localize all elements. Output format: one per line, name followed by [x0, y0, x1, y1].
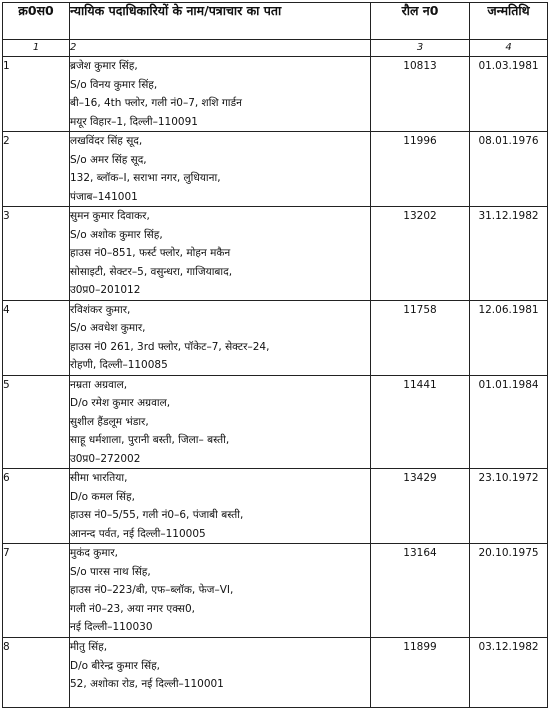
date-of-birth: 01.01.1984 — [470, 375, 548, 469]
roll-number: 11996 — [371, 132, 470, 207]
officer-name: नम्रता अग्रवाल, — [70, 378, 128, 391]
column-number: 4 — [470, 40, 548, 57]
address-line: मयूर विहार–1, दिल्ली–110091 — [70, 115, 198, 128]
roll-number: 13429 — [371, 469, 470, 544]
serial-number: 4 — [3, 300, 70, 375]
address-line: बी–16, 4th फ्लोर, गली नं0–7, शशि गार्डन — [70, 97, 242, 109]
address-line: S/o पारस नाथ सिंह, — [70, 565, 151, 578]
date-of-birth: 08.01.1976 — [470, 132, 548, 207]
address-line: हाउस नं0–223/बी, एफ–ब्लॉक, फेज–VI, — [70, 584, 234, 596]
address-line: D/o रमेश कुमार अग्रवाल, — [70, 397, 171, 409]
table-row — [3, 544, 548, 638]
header-dob: जन्मतिथि — [470, 3, 548, 40]
address-line: S/o अवधेश कुमार, — [70, 322, 146, 334]
address-line: D/o बीरेन्द्र कुमार सिंह, — [70, 659, 160, 672]
name-address-cell — [70, 638, 371, 708]
address-line: उ0प्र0–272002 — [70, 452, 141, 465]
roll-number: 13202 — [371, 207, 470, 301]
date-of-birth: 31.12.1982 — [470, 207, 548, 301]
roll-number: 13164 — [371, 544, 470, 638]
serial-number: 2 — [3, 132, 70, 207]
address-line: S/o विनय कुमार सिंह, — [70, 78, 158, 91]
date-of-birth: 01.03.1981 — [470, 57, 548, 132]
header-sno: क्र0स0 — [3, 3, 70, 40]
table-row — [3, 638, 548, 708]
column-number-row — [3, 40, 548, 57]
name-address-cell — [70, 132, 371, 207]
officer-name: सुमन कुमार दिवाकर, — [70, 210, 150, 222]
serial-number: 1 — [3, 57, 70, 132]
address-line: गली नं0–23, अया नगर एक्स0, — [70, 602, 196, 615]
serial-number: 6 — [3, 469, 70, 544]
date-of-birth: 12.06.1981 — [470, 300, 548, 375]
column-number: 2 — [70, 40, 371, 57]
address-line: हाउस नं0–851, फर्स्ट फ्लोर, मोहन मकैन — [70, 247, 231, 259]
table-row — [3, 375, 548, 469]
judicial-officers-table — [2, 2, 548, 708]
address-line: S/o अशोक कुमार सिंह, — [70, 228, 163, 241]
roll-number: 11758 — [371, 300, 470, 375]
date-of-birth: 03.12.1982 — [470, 638, 548, 708]
column-number: 1 — [3, 40, 70, 57]
address-line: S/o अमर सिंह सूद, — [70, 153, 147, 166]
address-line: आनन्द पर्वत, नई दिल्ली–110005 — [70, 527, 206, 540]
officer-name: मीतु सिंह, — [70, 641, 108, 653]
address-line: 52, अशोका रोड, नई दिल्ली–110001 — [70, 678, 224, 690]
address-line: पंजाब–141001 — [70, 190, 138, 203]
address-line: उ0प्र0–201012 — [70, 284, 141, 296]
officer-name: सीमा भारतिया, — [70, 472, 128, 484]
name-address-cell — [70, 57, 371, 132]
date-of-birth: 23.10.1972 — [470, 469, 548, 544]
address-line: रोहणी, दिल्ली–110085 — [70, 359, 168, 371]
roll-number: 10813 — [371, 57, 470, 132]
address-line: 132, ब्लॉक–I, सराभा नगर, लुधियाना, — [70, 172, 221, 184]
serial-number: 3 — [3, 207, 70, 301]
header-name-address: न्यायिक पदाधिकारियों के नाम/पत्राचार का पता — [70, 3, 371, 40]
address-line: D/o कमल सिंह, — [70, 490, 135, 503]
name-address-cell — [70, 544, 371, 638]
table-row — [3, 132, 548, 207]
name-address-cell — [70, 469, 371, 544]
column-number: 3 — [371, 40, 470, 57]
officer-name: मुकंद कुमार, — [70, 547, 118, 559]
table-row — [3, 300, 548, 375]
address-line: हाउस नं0 261, 3rd फ्लोर, पॉकेट–7, सेक्टर–24, — [70, 340, 270, 353]
name-address-cell — [70, 375, 371, 469]
header-roll-no: रौल न0 — [371, 3, 470, 40]
table-row — [3, 469, 548, 544]
officer-name: लखविंदर सिंह सूद, — [70, 135, 143, 147]
table-header-row — [3, 3, 548, 40]
address-line: सुशील हैंडलूम भंडार, — [70, 415, 149, 428]
table-row — [3, 207, 548, 301]
name-address-cell — [70, 300, 371, 375]
table-row — [3, 57, 548, 132]
address-line: सोसाइटी, सेक्टर–5, वसुन्धरा, गाजियाबाद, — [70, 265, 233, 278]
name-address-cell — [70, 207, 371, 301]
serial-number: 7 — [3, 544, 70, 638]
serial-number: 5 — [3, 375, 70, 469]
address-line: साहू धर्मशाला, पुरानी बस्ती, जिला– बस्ती, — [70, 434, 230, 446]
date-of-birth: 20.10.1975 — [470, 544, 548, 638]
address-line: हाउस नं0–5/55, गली नं0–6, पंजाबी बस्ती, — [70, 509, 244, 521]
roll-number: 11899 — [371, 638, 470, 708]
roll-number: 11441 — [371, 375, 470, 469]
serial-number: 8 — [3, 638, 70, 708]
officer-name: ब्रजेश कुमार सिंह, — [70, 60, 138, 72]
address-line: नई दिल्ली–110030 — [70, 621, 153, 633]
officer-name: रविशंकर कुमार, — [70, 303, 131, 316]
